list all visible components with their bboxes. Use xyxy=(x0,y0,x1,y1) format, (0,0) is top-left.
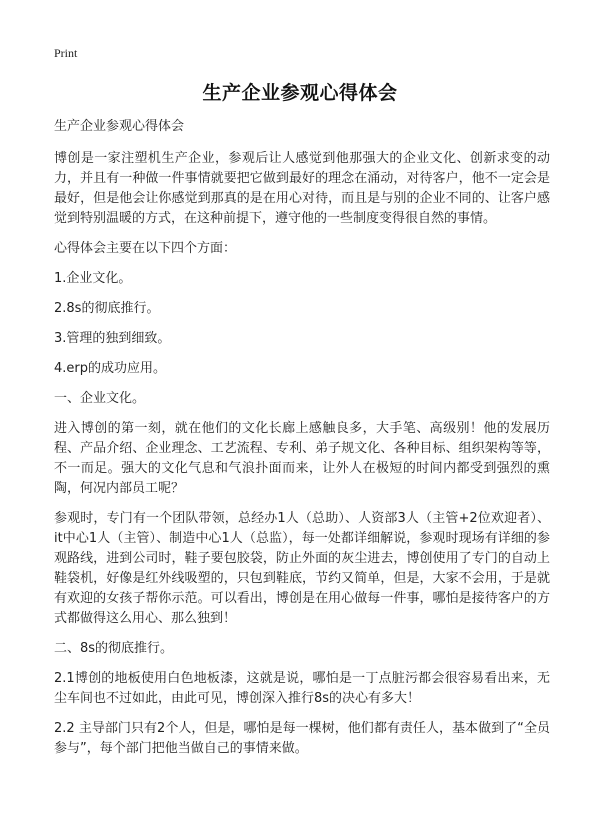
section-heading: 一、企业文化。 xyxy=(54,391,146,406)
point-item: 3.管理的独到细致。 xyxy=(54,331,171,346)
print-link[interactable]: Print xyxy=(54,46,78,60)
article-body xyxy=(54,117,550,769)
section2-paragraph: 2.2 主导部门只有2个人，但是，哪怕是每一棵树，他们都有责任人，基本做到了“全员参与”，每个部门把他当做自己的事情来做。 xyxy=(54,721,550,756)
intro-paragraph: 博创是一家注塑机生产企业，参观后让人感觉到他那强大的企业文化、创新求变的动力，并且有一种做一件事情就要把它做到最好的理念在涌动，对待客户，他不一定会是最好，但是他会让你感觉到那真的是在用心对待，而且是与别的企业不同的、让客户感觉到特别温暖的方式，在这种前提下，遵守他的一些制度变得很自然的事情。 xyxy=(54,151,550,226)
point-item: 2.8s的彻底推行。 xyxy=(54,301,160,316)
section-heading: 二、8s的彻底推行。 xyxy=(54,641,174,656)
article-subtitle: 生产企业参观心得体会 xyxy=(54,119,185,134)
section2-paragraph: 2.1博创的地板使用白色地板漆，这就是说，哪怕是一丁点脏污都会很容易看出来，无尘车间也不过如此，由此可见，博创深入推行8s的决心有多大！ xyxy=(54,671,550,706)
section1-paragraph: 参观时，专门有一个团队带领，总经办1人（总助）、人资部3人（主管+2位欢迎者）、it中心1人（主管）、制造中心1人（总监），每一处都详细解说，参观时现场有详细的参观路线，进到公司时，鞋子要包胶袋，防止外面的灰尘进去，博创使用了专门的自动上鞋袋机，好像是红外线吸塑的，只包到鞋底，节约又简单，但是，大家不会用，于是就有欢迎的女孩子帮你示范。可以看出，博创是在用心做每一件事，哪怕是接待客户的方式都做得这么用心、那么独到！ xyxy=(54,511,550,626)
page-title: 生产企业参观心得体会 xyxy=(202,82,398,104)
section1-paragraph: 进入博创的第一刻，就在他们的文化长廊上感触良多，大手笔、高级别！他的发展历程、产品介绍、企业理念、工艺流程、专利、弟子规文化、各种目标、组织架构等等，不一而足。强大的文化气息和气浪扑面而来，让外人在极短的时间内都受到强烈的熏陶，何况内部员工呢？ xyxy=(54,421,550,496)
summary-lead: 心得体会主要在以下四个方面： xyxy=(54,241,237,256)
point-item: 4.erp的成功应用。 xyxy=(54,361,166,376)
point-item: 1.企业文化。 xyxy=(54,271,132,286)
